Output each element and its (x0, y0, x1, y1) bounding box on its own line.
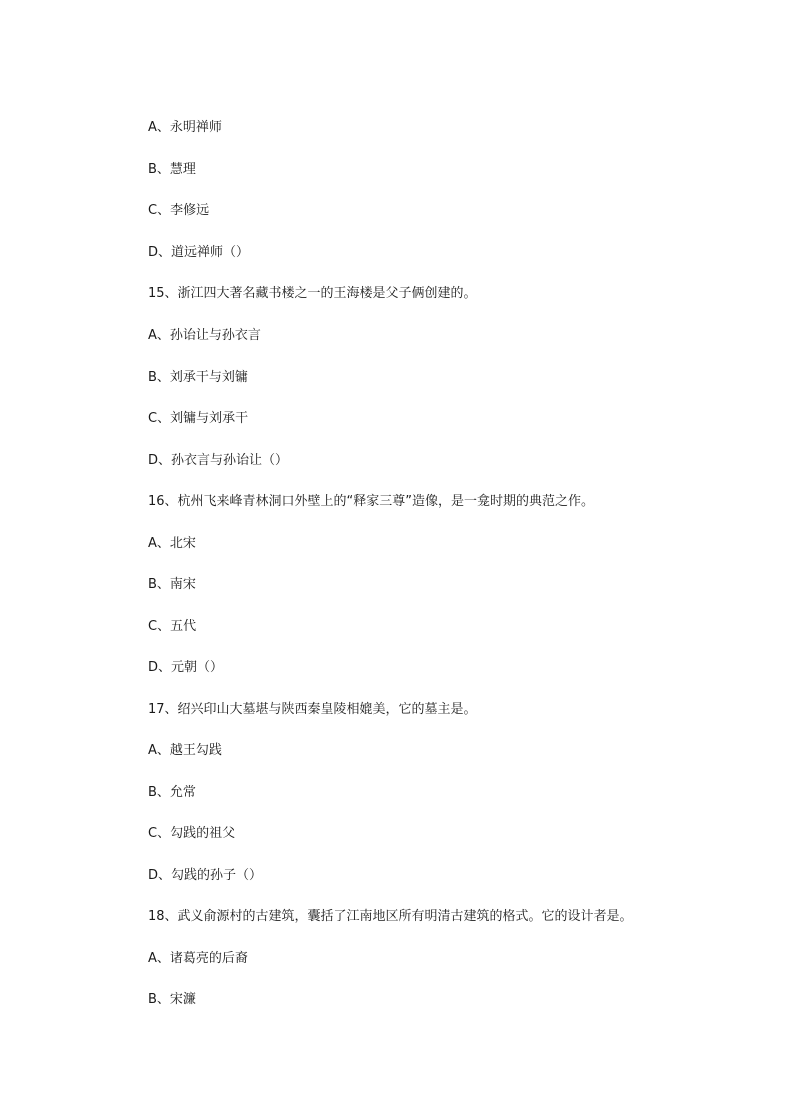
option-d: D、元朝（） (148, 660, 224, 675)
question-15: 15、浙江四大著名藏书楼之一的王海楼是父子俩创建的。 (148, 286, 477, 301)
option-c: C、刘镛与刘承干 (148, 411, 249, 426)
option-a: A、诸葛亮的后裔 (148, 951, 248, 966)
option-d: D、道远禅师（） (148, 245, 250, 260)
option-d: D、勾践的孙子（） (148, 868, 263, 883)
option-d: D、孙衣言与孙诒让（） (148, 453, 289, 468)
question-18: 18、武义俞源村的古建筑，囊括了江南地区所有明清古建筑的格式。它的设计者是。 (148, 909, 633, 924)
option-b: B、允常 (148, 785, 196, 800)
option-c: C、李修远 (148, 203, 210, 218)
option-c: C、五代 (148, 619, 197, 634)
question-17: 17、绍兴印山大墓堪与陕西秦皇陵相媲美，它的墓主是。 (148, 702, 477, 717)
option-a: A、孙诒让与孙衣言 (148, 328, 261, 343)
option-b: B、慧理 (148, 162, 196, 177)
question-16: 16、杭州飞来峰青林洞口外壁上的“释家三尊”造像，是一龛时期的典范之作。 (148, 494, 595, 509)
option-c: C、勾践的祖父 (148, 826, 236, 841)
option-a: A、永明禅师 (148, 120, 222, 135)
option-b: B、刘承干与刘镛 (148, 370, 248, 385)
option-b: B、宋濂 (148, 992, 196, 1007)
option-a: A、北宋 (148, 536, 196, 551)
option-a: A、越王勾践 (148, 743, 222, 758)
option-b: B、南宋 (148, 577, 196, 592)
